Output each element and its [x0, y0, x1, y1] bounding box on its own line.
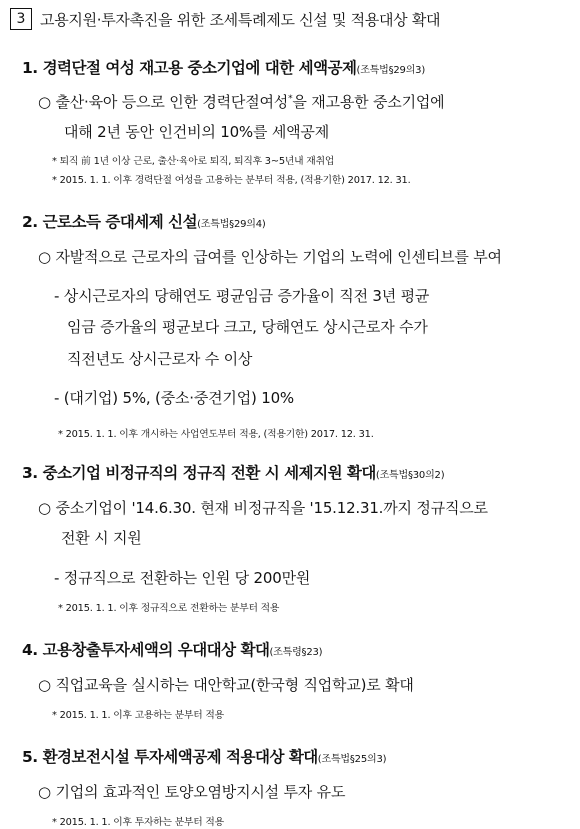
item-2-ref: (조특법§29의4)	[197, 219, 266, 230]
section-number-box: 3	[10, 8, 32, 30]
item-4-note: * 2015. 1. 1. 이후 고용하는 분부터 적용	[52, 710, 224, 721]
item-4-bullet: ○ 직업교육을 실시하는 대안학교(한국형 직업학교)로 확대	[38, 676, 414, 694]
item-2-heading	[22, 210, 266, 232]
item-3-bullet-cont: 전환 시 지원	[61, 529, 142, 547]
item-4-ref: (조특령§23)	[269, 647, 323, 658]
item-3-dash: - 정규직으로 전환하는 인원 당 200만원	[54, 569, 311, 587]
item-1-bullet-cont: 대해 2년 동안 인건비의 10%를 세액공제	[64, 123, 329, 141]
item-2-dash-1-line-3: 직전년도 상시근로자 수 이상	[67, 350, 253, 368]
item-3-heading	[22, 461, 444, 483]
item-4-heading-text: 4. 고용창출투자세액의 우대대상 확대	[22, 641, 270, 659]
item-2-dash-2: - (대기업) 5%, (중소·중견기업) 10%	[54, 389, 294, 407]
item-5-heading-text: 5. 환경보전시설 투자세액공제 적용대상 확대	[22, 748, 318, 766]
item-3-bullet: ○ 중소기업이 '14.6.30. 현재 비정규직을 '15.12.31.까지 정규직으로	[38, 499, 488, 517]
item-1-ref: (조특법§29의3)	[356, 65, 426, 76]
item-1-bullet-a: ○ 출산·육아 등으로 인한 경력단절여성	[38, 93, 289, 111]
section-title: 고용지원·투자촉진을 위한 조세특례제도 신설 및 적용대상 확대	[40, 10, 441, 29]
item-2-bullet: ○ 자발적으로 근로자의 급여를 인상하는 기업의 노력에 인센티브를 부여	[38, 248, 502, 266]
item-1-bullet-b: 을 재고용한 중소기업에	[292, 93, 445, 111]
item-4-heading	[22, 638, 322, 660]
item-2-heading-text: 2. 근로소득 증대세제 신설	[22, 213, 198, 231]
item-2-note: * 2015. 1. 1. 이후 개시하는 사업연도부터 적용, (적용기한) 2017. 12. 31.	[58, 429, 374, 440]
item-3-note: * 2015. 1. 1. 이후 정규직으로 전환하는 분부터 적용	[58, 603, 280, 614]
item-5-heading	[22, 745, 386, 767]
item-3-ref: (조특법§30의2)	[375, 470, 445, 481]
item-1-note-1: * 퇴직 前 1년 이상 근로, 출산·육아로 퇴직, 퇴직후 3~5년내 재취업	[52, 156, 335, 167]
section-title-row	[10, 8, 440, 30]
item-2-dash-1-line-1: - 상시근로자의 당해연도 평균임금 증가율이 직전 3년 평균	[54, 287, 430, 305]
item-1-note-2: * 2015. 1. 1. 이후 경력단절 여성을 고용하는 분부터 적용, (적용기한) 2017. 12. 31.	[52, 175, 411, 186]
item-5-note: * 2015. 1. 1. 이후 투자하는 분부터 적용	[52, 817, 224, 828]
item-1-bullet	[38, 91, 444, 112]
item-5-ref: (조특법§25의3)	[317, 754, 387, 765]
item-1-heading	[22, 56, 425, 78]
item-1-bullet-sup: *	[288, 94, 293, 104]
item-2-dash-1-line-2: 임금 증가율의 평균보다 크고, 당해연도 상시근로자 수가	[67, 318, 428, 336]
item-1-heading-text: 1. 경력단절 여성 재고용 중소기업에 대한 세액공제	[22, 59, 357, 77]
item-3-heading-text: 3. 중소기업 비정규직의 정규직 전환 시 세제지원 확대	[22, 464, 376, 482]
item-5-bullet: ○ 기업의 효과적인 토양오염방지시설 투자 유도	[38, 783, 346, 801]
